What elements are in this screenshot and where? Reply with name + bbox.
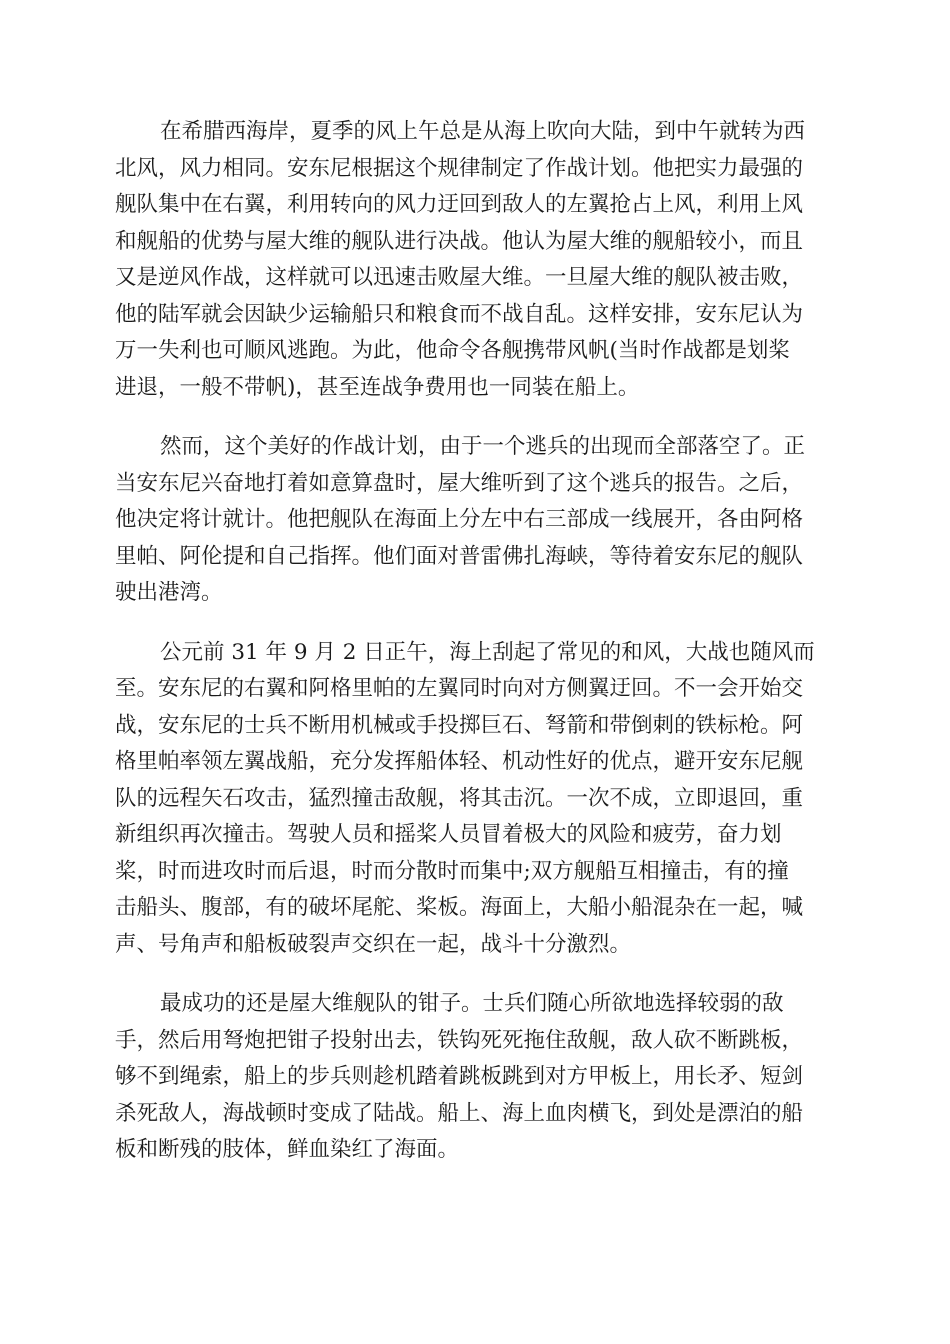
paragraph-3 xyxy=(115,635,835,964)
text-line: 杀死敌人，海战顿时变成了陆战。船上、海上血肉横飞，到处是漂泊的船 xyxy=(115,1100,804,1126)
text-line: 在希腊西海岸，夏季的风上午总是从海上吹向大陆，到中午就转为西 xyxy=(160,119,806,144)
document-body xyxy=(115,114,835,1192)
text-line: 里帕、阿伦提和自己指挥。他们面对普雷佛扎海峡，等待着安东尼的舰队 xyxy=(115,543,804,569)
text-line: 格里帕率领左翼战船，充分发挥船体轻、机动性好的优点，避开安东尼舰 xyxy=(115,749,804,774)
text-line: 他决定将计就计。他把舰队在海面上分左中右三部成一线展开，各由阿格 xyxy=(115,507,804,532)
text-line: 够不到绳索，船上的步兵则趁机踏着跳板跳到对方甲板上，用长矛、短剑 xyxy=(115,1064,804,1089)
text-line: 新组织再次撞击。驾驶人员和摇桨人员冒着极大的风险和疲劳，奋力划 xyxy=(115,822,782,847)
text-line: 至。安东尼的右翼和阿格里帕的左翼同时向对方侧翼迂回。不一会开始交 xyxy=(115,676,804,701)
text-line: 队的远程矢石攻击，猛烈撞击敌舰，将其击沉。一次不成，立即退回，重 xyxy=(115,785,804,811)
text-line: 手，然后用弩炮把钳子投射出去，铁钩死死拖住敌舰，敌人砍不断跳板， xyxy=(115,1027,804,1053)
text-line: 板和断残的肢体，鲜血染红了海面。 xyxy=(115,1137,460,1162)
text-line: 战，安东尼的士兵不断用机械或手投掷巨石、弩箭和带倒刺的铁标枪。阿 xyxy=(115,712,804,738)
text-line: 和舰船的优势与屋大维的舰队进行决战。他认为屋大维的舰船较小，而且 xyxy=(115,228,804,254)
text-line: 最成功的还是屋大维舰队的钳子。士兵们随心所欲地选择较弱的敌 xyxy=(160,991,784,1016)
paragraph-2 xyxy=(115,429,835,612)
text-line: 声、号角声和船板破裂声交织在一起，战斗十分激烈。 xyxy=(115,931,632,957)
text-line: 进退，一般不带帆)，甚至连战争费用也一同装在船上。 xyxy=(115,374,640,400)
paragraph-1 xyxy=(115,114,835,406)
text-line: 然而，这个美好的作战计划，由于一个逃兵的出现而全部落空了。正 xyxy=(160,434,806,459)
paragraph-4 xyxy=(115,986,835,1169)
text-line: 舰队集中在右翼，利用转向的风力迂回到敌人的左翼抢占上风，利用上风 xyxy=(115,192,804,217)
text-line: 当安东尼兴奋地打着如意算盘时，屋大维听到了这个逃兵的报告。之后， xyxy=(115,470,804,496)
text-line: 击船头、腹部，有的破坏尾舵、桨板。海面上，大船小船混杂在一起，喊 xyxy=(115,895,804,920)
text-line: 北风，风力相同。安东尼根据这个规律制定了作战计划。他把实力最强的 xyxy=(115,155,804,181)
text-line: 万一失利也可顺风逃跑。为此，他命令各舰携带风帆(当时作战都是划桨 xyxy=(115,338,790,363)
text-line: 桨，时而进攻时而后退，时而分散时而集中;双方舰船互相撞击，有的撞 xyxy=(115,858,789,884)
text-line: 又是逆风作战，这样就可以迅速击败屋大维。一旦屋大维的舰队被击败， xyxy=(115,265,804,290)
text-line: 驶出港湾。 xyxy=(115,580,223,605)
text-line: 公元前 31 年 9 月 2 日正午，海上刮起了常见的和风，大战也随风而 xyxy=(160,639,815,665)
text-line: 他的陆军就会因缺少运输船只和粮食而不战自乱。这样安排，安东尼认为 xyxy=(115,301,804,327)
